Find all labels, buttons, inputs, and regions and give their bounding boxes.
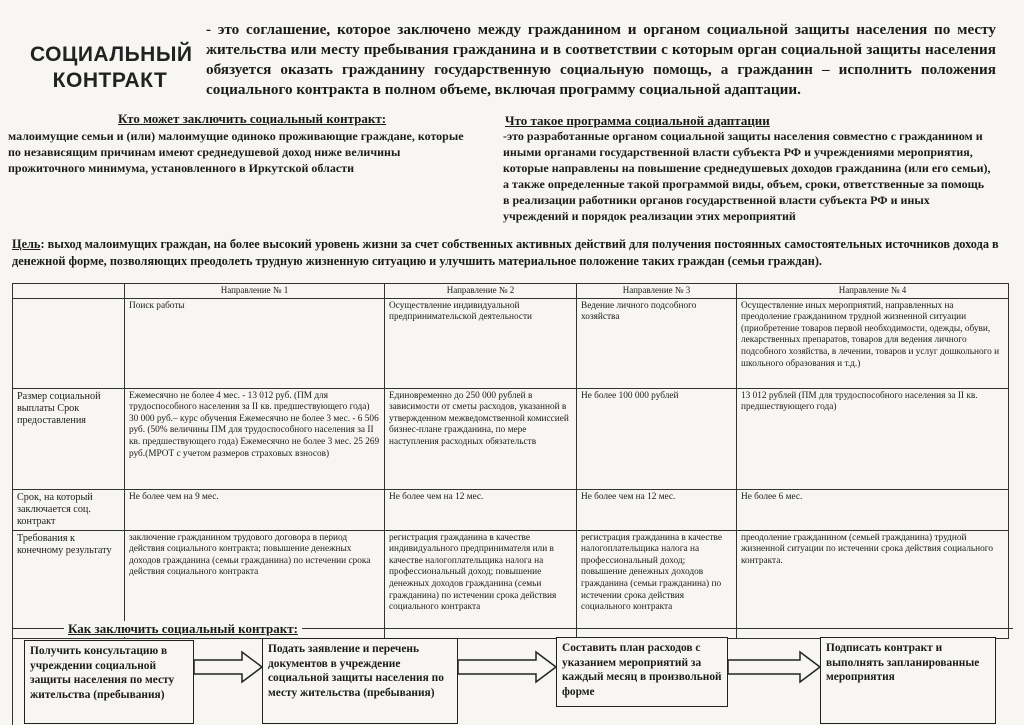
result-cell: преодоление гражданином (семьей гражданина) трудной жизненной ситуации по истечении срока действия социального контракта. <box>737 530 1009 638</box>
direction-kind-cell: Осуществление иных мероприятий, направленных на преодоление гражданином трудной жизненной ситуации (приобретение товаров первой необходимости, одежды, обуви, лекарственных препаратов, товаров для ведения личного подсобного хозяйства, в лечении, товаров и услуг дошкольного и школьного образования и т.д.) <box>737 298 1009 388</box>
program-heading: Что такое программа социальной адаптации <box>505 113 770 128</box>
arrow-right-icon <box>458 652 558 682</box>
payment-cell: Не более 100 000 рублей <box>577 388 737 489</box>
goal-paragraph <box>12 236 1007 270</box>
who-text: малоимущие семьи и (или) малоимущие одиноко проживающие граждане, которые по независящим причинам имеют среднедушевой доход ниже величины прожиточного минимума, установленного в Иркутской области <box>8 129 464 175</box>
direction-kind-cell: Осуществление индивидуальной предпринимательской деятельности <box>385 298 577 388</box>
document-title: СОЦИАЛЬНЫЙ КОНТРАКТ <box>30 43 193 92</box>
direction-header: Направление № 2 <box>385 284 577 299</box>
step-box-consultation: Получить консультацию в учреждении социальной защиты населения по месту жительства (пребывания) <box>24 640 194 724</box>
payment-cell: 13 012 рублей (ПМ для трудоспособного населения за II кв. предшествующего года) <box>737 388 1009 489</box>
step-box-sign-contract: Подписать контракт и выполнять запланированные мероприятия <box>820 637 996 724</box>
table-corner-cell <box>13 284 125 299</box>
who-heading: Кто может заключить социальный контракт: <box>118 111 387 126</box>
result-row-label: Требования к конечному результату <box>13 530 125 638</box>
result-cell: регистрация гражданина в качестве индивидуального предпринимателя или в качестве налогоплательщика налога на профессиональный доход; повышение денежных доходов гражданина (семьи гражданина) по истечении срока действия социального контракта <box>385 530 577 638</box>
direction-header: Направление № 1 <box>125 284 385 299</box>
direction-kind-cell: Поиск работы <box>125 298 385 388</box>
payment-cell: Ежемесячно не более 4 мес. - 13 012 руб. (ПМ для трудоспособного населения за II кв. предшествующего года) 30 000 руб.– курс обучения Ежемесячно не более 3 мес. - 6 506 руб. (50% величины ПМ для трудоспособного населения за II кв. предшествующего года) Ежемесячно не более 3 мес. 25 269 руб.(МРОТ с учетом размеров страховых взносов) <box>125 388 385 489</box>
goal-text: : выход малоимущих граждан, на более высокий уровень жизни за счет собственных активных действий для получения постоянных самостоятельных источников дохода в денежной форме, позволяющих преодолеть трудную жизненную ситуацию и улучшить материальное положение таких граждан (семьи граждан). <box>12 237 999 268</box>
payment-cell: Единовременно до 250 000 рублей в зависимости от сметы расходов, указанной в утвержденном межведомственной комиссией бизнес-плане гражданина, по мере наступления расходных обязательств <box>385 388 577 489</box>
term-cell: Не более чем на 12 мес. <box>385 489 577 530</box>
program-text: -это разработанные органом социальной защиты населения совместно с гражданином и иными органами государственной власти субъекта РФ и учреждениями мероприятия, которые направлены на повышение среднедушевых доходов гражданина (или его семьи), а также определенные такой программой виды, объем, сроки, ответственные за помощь в реализации работники органов государственной власти субъекта РФ и иных учреждений и порядок реализации этих мероприятий <box>503 129 991 223</box>
term-row-label: Срок, на который заключается соц. контракт <box>13 489 125 530</box>
table-row <box>13 388 1009 489</box>
step-box-application: Подать заявление и перечень документов в учреждение социальной защиты населения по месту жительства (пребывания) <box>262 638 458 724</box>
how-heading: Как заключить социальный контракт: <box>64 621 302 637</box>
result-cell: регистрация гражданина в качестве налогоплательщика налога на профессиональный доход; повышение денежных доходов гражданина (семьи гражданина) по истечении срока действия социального контракта <box>577 530 737 638</box>
payment-row-label: Размер социальной выплаты Срок предоставления <box>13 388 125 489</box>
direction-header: Направление № 4 <box>737 284 1009 299</box>
term-cell: Не более чем на 9 мес. <box>125 489 385 530</box>
direction-header: Направление № 3 <box>577 284 737 299</box>
directions-table <box>12 283 1009 639</box>
direction-kind-cell: Ведение личного подсобного хозяйства <box>577 298 737 388</box>
goal-label: Цель <box>12 237 41 251</box>
table-empty-label <box>13 298 125 388</box>
table-row <box>13 489 1009 530</box>
term-cell: Не более чем на 12 мес. <box>577 489 737 530</box>
arrow-right-icon <box>728 652 822 682</box>
table-row <box>13 298 1009 388</box>
result-cell: заключение гражданином трудового договора в период действия социального контракта; повышение денежных доходов гражданина (семьи гражданина) по истечении срока действия социального контракта <box>125 530 385 638</box>
term-cell: Не более 6 мес. <box>737 489 1009 530</box>
table-header-row <box>13 284 1009 299</box>
arrow-right-icon <box>194 652 264 682</box>
contract-definition: - это соглашение, которое заключено между гражданином и органом социальной защиты населения по месту жительства или месту пребывания гражданина и в соответствии с которым орган социальной защиты населения обязуется оказать гражданину государственную социальную помощь, а гражданин – исполнить положения социального контракта в полном объеме, включая программу социальной адаптации. <box>206 21 996 98</box>
step-box-expense-plan: Составить план расходов с указанием мероприятий за каждый месяц в произвольной форме <box>556 637 728 707</box>
